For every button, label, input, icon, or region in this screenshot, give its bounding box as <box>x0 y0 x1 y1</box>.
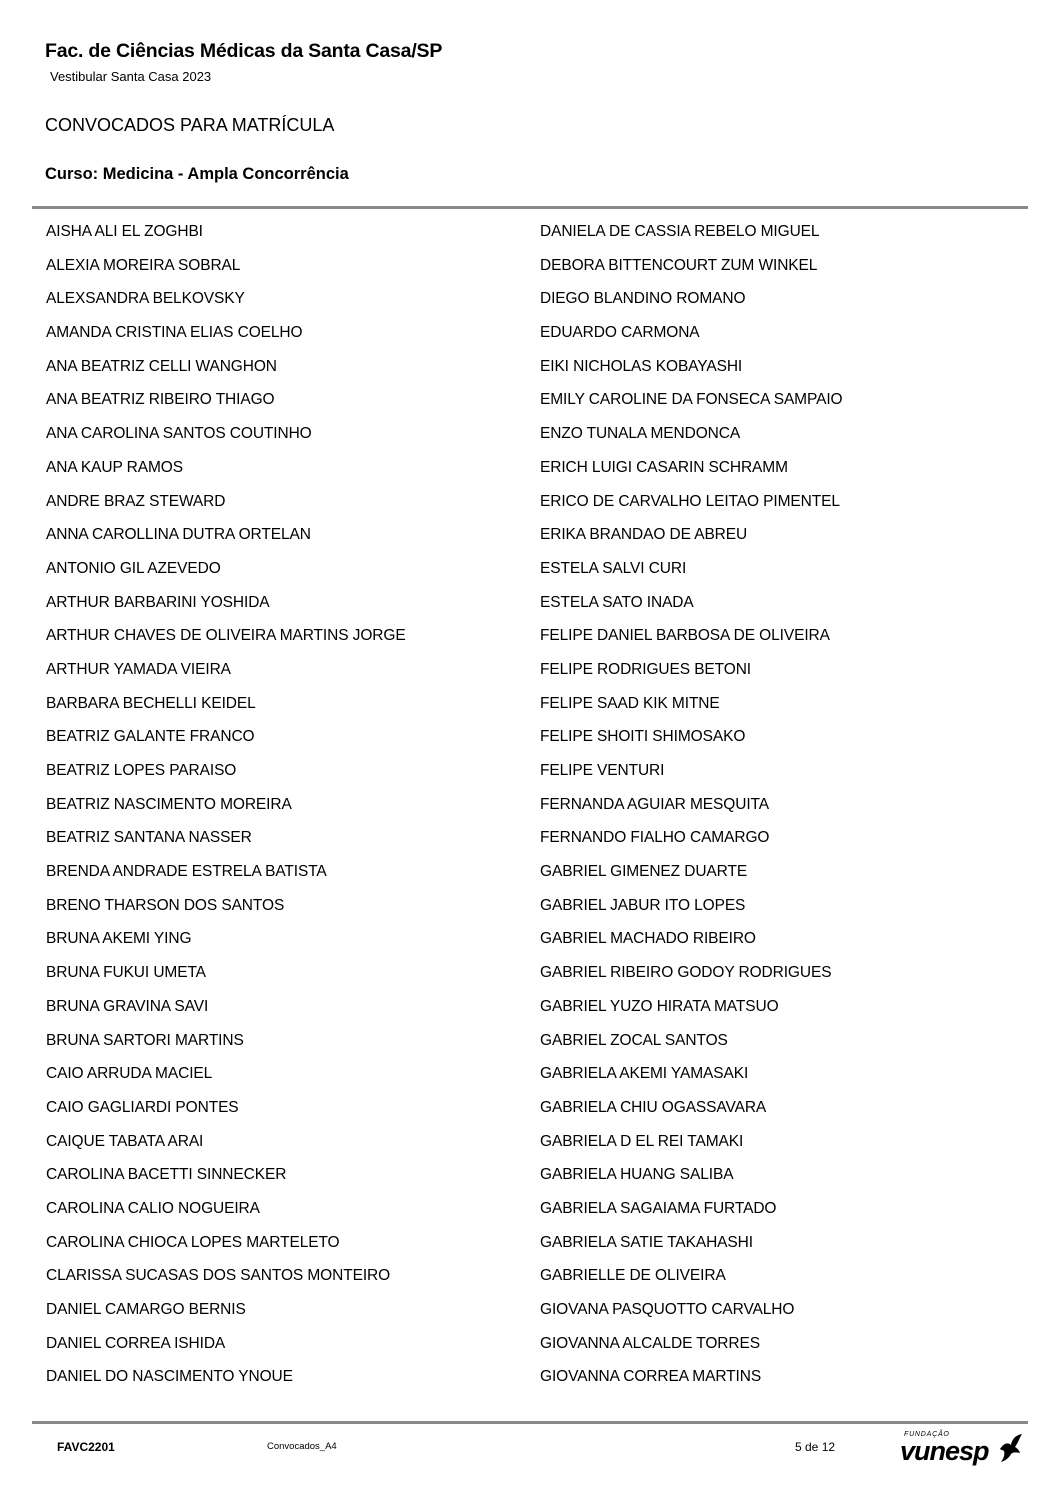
footer-divider <box>32 1421 1028 1424</box>
list-item: FELIPE DANIEL BARBOSA DE OLIVEIRA <box>540 627 830 645</box>
list-item: BRUNA GRAVINA SAVI <box>46 997 209 1015</box>
list-item: GABRIELLE DE OLIVEIRA <box>540 1267 726 1285</box>
list-item: GABRIEL GIMENEZ DUARTE <box>540 863 748 881</box>
list-item: ESTELA SALVI CURI <box>540 559 687 577</box>
list-item: BRENDA ANDRADE ESTRELA BATISTA <box>46 863 327 881</box>
list-item: AMANDA CRISTINA ELIAS COELHO <box>46 324 303 342</box>
list-item: ANA BEATRIZ CELLI WANGHON <box>46 357 277 375</box>
list-item: ERIKA BRANDAO DE ABREU <box>540 526 748 544</box>
list-item: ANA KAUP RAMOS <box>46 458 183 476</box>
list-item: ARTHUR CHAVES DE OLIVEIRA MARTINS JORGE <box>46 627 406 645</box>
list-item: BRUNA SARTORI MARTINS <box>46 1031 244 1049</box>
logo-wordmark: vunesp <box>900 1436 989 1466</box>
list-item: DIEGO BLANDINO ROMANO <box>540 290 746 308</box>
list-item: BEATRIZ SANTANA NASSER <box>46 829 252 847</box>
list-item: ERICH LUIGI CASARIN SCHRAMM <box>540 458 788 476</box>
list-item: GABRIEL RIBEIRO GODOY RODRIGUES <box>540 964 832 982</box>
list-item: GABRIELA D EL REI TAMAKI <box>540 1132 744 1150</box>
list-item: EDUARDO CARMONA <box>540 324 700 342</box>
list-item: EMILY CAROLINE DA FONSECA SAMPAIO <box>540 391 843 409</box>
list-item: GABRIEL MACHADO RIBEIRO <box>540 930 756 948</box>
course-heading: Curso: Medicina - Ampla Concorrência <box>45 165 349 183</box>
names-column-right <box>540 220 842 1399</box>
list-title: CONVOCADOS PARA MATRÍCULA <box>45 115 335 135</box>
list-item: GABRIELA SAGAIAMA FURTADO <box>540 1199 777 1217</box>
vunesp-logo <box>898 1430 1026 1470</box>
list-item: FELIPE VENTURI <box>540 762 665 779</box>
list-item: ANNA CAROLLINA DUTRA ORTELAN <box>46 526 311 544</box>
list-item: FELIPE SAAD KIK MITNE <box>540 694 720 712</box>
header-divider <box>32 206 1028 209</box>
list-item: ANDRE BRAZ STEWARD <box>46 492 226 510</box>
list-item: AISHA ALI EL ZOGHBI <box>46 223 203 240</box>
list-item: ESTELA SATO INADA <box>540 593 694 611</box>
list-item: CAIO GAGLIARDI PONTES <box>46 1098 239 1116</box>
list-item: FELIPE RODRIGUES BETONI <box>540 660 752 678</box>
list-item: CAROLINA CALIO NOGUEIRA <box>46 1199 260 1217</box>
bird-icon <box>998 1433 1024 1463</box>
names-column-left <box>46 220 406 1399</box>
list-item: BRENO THARSON DOS SANTOS <box>46 896 285 914</box>
list-item: EIKI NICHOLAS KOBAYASHI <box>540 357 743 375</box>
list-item: GABRIELA SATIE TAKAHASHI <box>540 1233 753 1251</box>
list-item: BRUNA FUKUI UMETA <box>46 964 206 982</box>
list-item: ANTONIO GIL AZEVEDO <box>46 559 221 577</box>
list-item: ENZO TUNALA MENDONCA <box>540 425 741 443</box>
list-item: DANIEL DO NASCIMENTO YNOUE <box>46 1368 293 1386</box>
list-item: CAIO ARRUDA MACIEL <box>46 1065 213 1083</box>
list-item: GABRIELA CHIU OGASSAVARA <box>540 1098 767 1116</box>
page-number: 5 de 12 <box>795 1440 836 1454</box>
list-item: GABRIEL JABUR ITO LOPES <box>540 896 746 914</box>
footer-filename: Convocados_A4 <box>267 1441 337 1452</box>
exam-subtitle: Vestibular Santa Casa 2023 <box>50 69 212 84</box>
list-item: GIOVANNA ALCALDE TORRES <box>540 1334 760 1352</box>
list-item: CAROLINA BACETTI SINNECKER <box>46 1166 287 1184</box>
list-item: CLARISSA SUCASAS DOS SANTOS MONTEIRO <box>46 1267 391 1285</box>
list-item: BEATRIZ NASCIMENTO MOREIRA <box>46 795 292 813</box>
list-item: ARTHUR BARBARINI YOSHIDA <box>46 593 270 611</box>
list-item: FERNANDA AGUIAR MESQUITA <box>540 795 769 813</box>
list-item: GIOVANNA CORREA MARTINS <box>540 1368 762 1386</box>
list-item: ARTHUR YAMADA VIEIRA <box>46 660 231 678</box>
list-item: CAROLINA CHIOCA LOPES MARTELETO <box>46 1233 340 1251</box>
list-item: ALEXSANDRA BELKOVSKY <box>46 290 245 308</box>
list-item: GABRIEL ZOCAL SANTOS <box>540 1031 728 1049</box>
list-item: ANA CAROLINA SANTOS COUTINHO <box>46 425 312 443</box>
list-item: FELIPE SHOITI SHIMOSAKO <box>540 728 746 746</box>
list-item: ANA BEATRIZ RIBEIRO THIAGO <box>46 391 275 409</box>
list-item: GABRIELA HUANG SALIBA <box>540 1166 734 1184</box>
list-item: GABRIEL YUZO HIRATA MATSUO <box>540 997 779 1015</box>
list-item: BEATRIZ LOPES PARAISO <box>46 762 237 779</box>
list-item: CAIQUE TABATA ARAI <box>46 1132 204 1150</box>
list-item: DANIEL CORREA ISHIDA <box>46 1334 226 1352</box>
list-item: FERNANDO FIALHO CAMARGO <box>540 829 770 847</box>
list-item: BARBARA BECHELLI KEIDEL <box>46 694 256 712</box>
institution-title: Fac. de Ciências Médicas da Santa Casa/SP <box>45 40 443 62</box>
list-item: GIOVANA PASQUOTTO CARVALHO <box>540 1301 795 1318</box>
list-item: DEBORA BITTENCOURT ZUM WINKEL <box>540 256 818 274</box>
list-item: BEATRIZ GALANTE FRANCO <box>46 728 255 746</box>
list-item: ALEXIA MOREIRA SOBRAL <box>46 256 241 274</box>
list-item: ERICO DE CARVALHO LEITAO PIMENTEL <box>540 492 840 510</box>
list-item: GABRIELA AKEMI YAMASAKI <box>540 1065 749 1083</box>
list-item: DANIELA DE CASSIA REBELO MIGUEL <box>540 223 820 240</box>
logo-caption: FUNDAÇÃO <box>904 1431 950 1438</box>
list-item: BRUNA AKEMI YING <box>46 930 192 948</box>
footer-code: FAVC2201 <box>57 1440 115 1454</box>
list-item: DANIEL CAMARGO BERNIS <box>46 1301 246 1318</box>
